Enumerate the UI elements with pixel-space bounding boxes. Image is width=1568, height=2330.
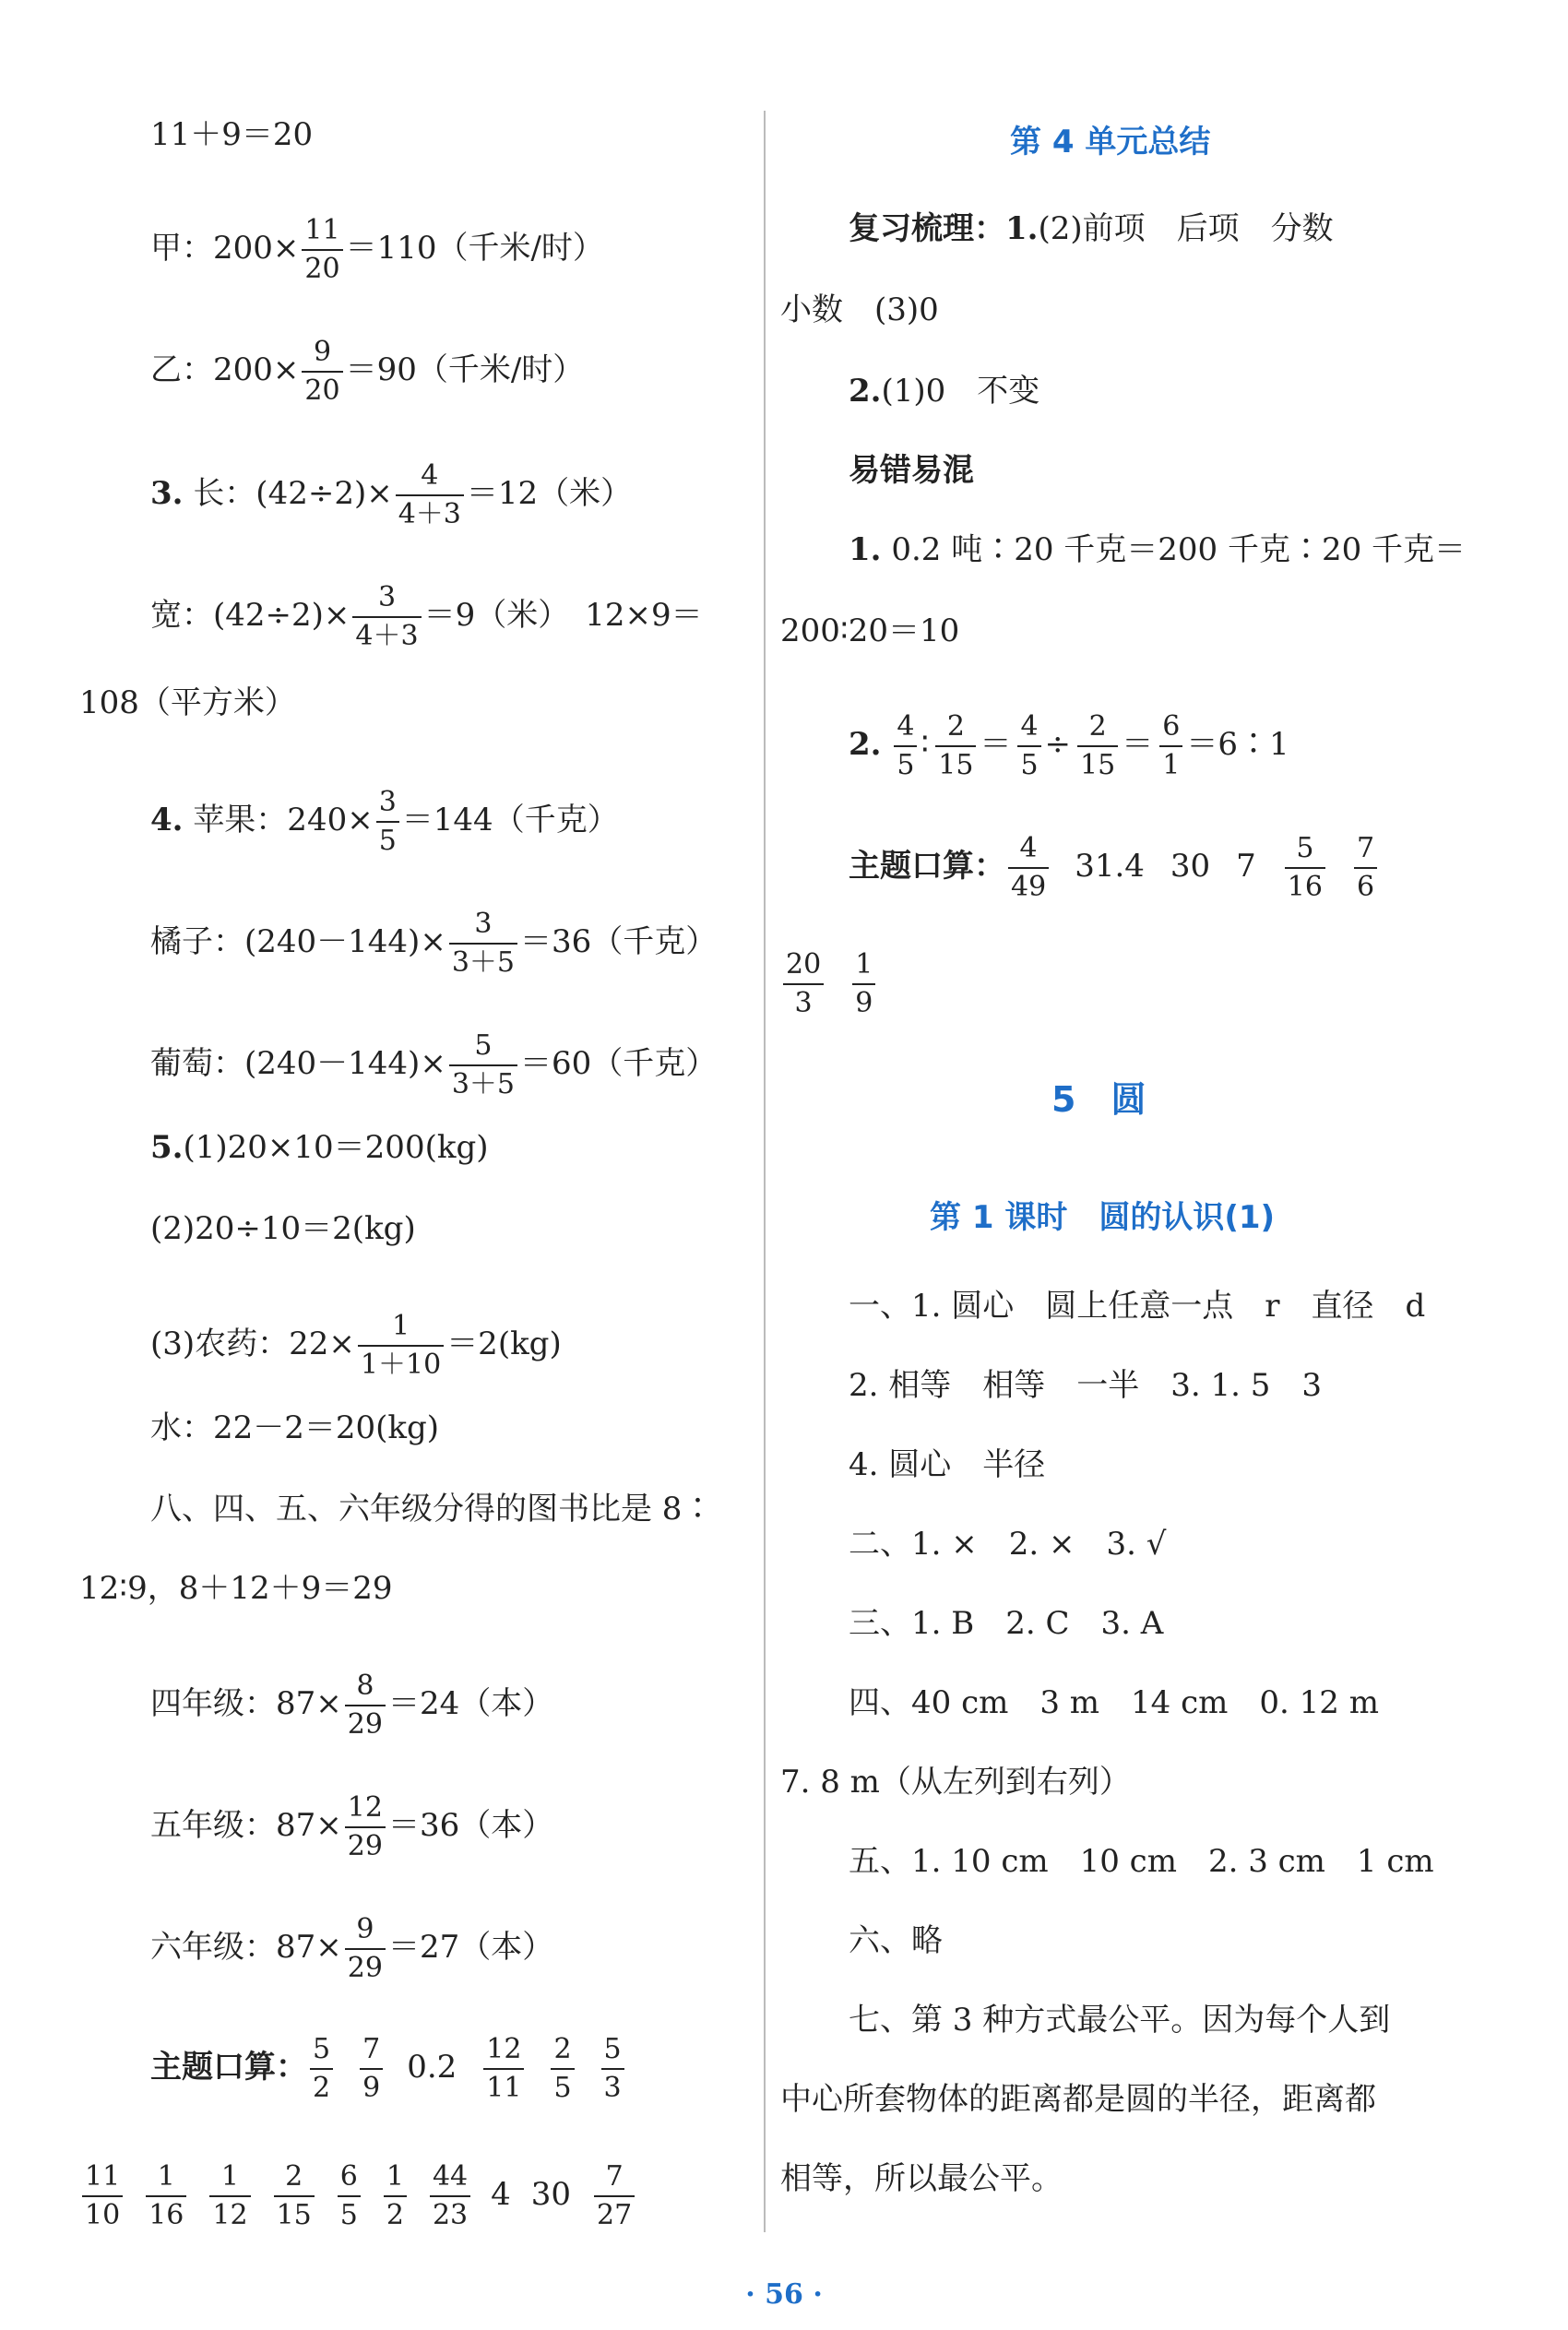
left-line-16: 四年级：87× $\frac{8}{29}$ ＝24（本）: [150, 1668, 553, 1743]
fraction: $\frac{4}{4+3}$: [396, 458, 464, 533]
fraction: $\frac{7}{6}$: [1354, 830, 1377, 906]
mental-math-items: [79, 2160, 655, 2231]
left-line-13: 水：22－2＝20(kg): [150, 1409, 440, 1446]
right-line-21: 相等，所以最公平。: [780, 2160, 1063, 2197]
fraction: $\frac{20}{3}$: [783, 946, 824, 1022]
right-line-13: 二、1. × 2. × 3. √: [849, 1526, 1167, 1563]
left-line-3: 乙：200× $\frac{9}{20}$ ＝90（千米/时）: [150, 334, 584, 410]
left-line-17: 五年级：87× $\frac{12}{29}$ ＝36（本）: [150, 1789, 553, 1865]
fraction: $\frac{5}{3}$: [601, 2031, 624, 2107]
fraction: $\frac{5}{16}$: [1285, 830, 1325, 906]
right-line-2: 小数 (3)0: [780, 291, 939, 328]
value-text: 30: [1170, 848, 1211, 885]
right-line-3: 2.(1)0 不变: [849, 373, 1040, 410]
fraction: $\frac{1}{12}$: [209, 2158, 250, 2234]
left-line-18: 六年级：87× $\frac{9}{29}$ ＝27（本）: [150, 1911, 553, 1987]
left-line-9: 葡萄：(240－144)× $\frac{5}{3+5}$ ＝60（千克）: [150, 1028, 717, 1103]
fraction: $\frac{5}{3+5}$: [449, 1028, 517, 1103]
right-line-14: 三、1. B 2. C 3. A: [849, 1605, 1164, 1642]
fraction: $\frac{8}{29}$: [345, 1668, 386, 1743]
value-text: ∶: [921, 726, 930, 763]
fraction: $\frac{12}{11}$: [483, 2031, 524, 2107]
value-text: 0.2: [407, 2049, 457, 2086]
right-line-19: 七、第 3 种方式最公平。因为每个人到: [849, 2002, 1391, 2039]
fraction: $\frac{7}{27}$: [594, 2158, 635, 2234]
left-line-20: [79, 2158, 655, 2234]
fraction: $\frac{2}{15}$: [274, 2158, 315, 2234]
value-text: ÷: [1044, 726, 1072, 763]
fraction: $\frac{44}{23}$: [430, 2158, 470, 2234]
right-line-5: 1. 0.2 吨∶20 千克＝200 千克∶20 千克＝: [849, 531, 1467, 568]
chapter-heading: 5 圆: [1051, 1079, 1146, 1120]
left-line-7: 4. 苹果：240× $\frac{3}{5}$ ＝144（千克）: [150, 784, 619, 860]
left-line-11: (2)20÷10＝2(kg): [150, 1210, 416, 1247]
fraction: $\frac{3}{4+3}$: [352, 579, 421, 655]
value-text: 4: [491, 2176, 511, 2213]
right-line-18: 六、略: [849, 1922, 943, 1959]
fraction: $\frac{2}{15}$: [935, 708, 976, 784]
right-subheading: 易错易混: [849, 452, 974, 489]
right-line-17: 五、1. 10 cm 10 cm 2. 3 cm 1 cm: [849, 1843, 1434, 1880]
right-line-16: 7. 8 m（从左列到右列）: [780, 1764, 1131, 1801]
page-number: · 56 ·: [745, 2278, 823, 2311]
left-line-12: (3)农药：22× $\frac{1}{1+10}$ ＝2(kg): [150, 1308, 562, 1384]
fraction: $\frac{11}{20}$: [302, 212, 342, 288]
right-line-11: 2. 相等 相等 一半 3. 1. 5 3: [849, 1367, 1323, 1404]
fraction: $\frac{6}{1}$: [1159, 708, 1182, 784]
left-line-10: 5.(1)20×10＝200(kg): [150, 1129, 489, 1166]
left-line-15: 12∶9，8＋12＋9＝29: [79, 1570, 393, 1607]
right-line-8: 主题口算： $\frac{4}{49}$ 31.4 30 7 $\frac{5}{16}$ $\frac{7}{6}$: [849, 830, 1403, 906]
value-text: ＝6∶1: [1186, 726, 1289, 763]
left-line-4: 3. 长：(42÷2)× $\frac{4}{4+3}$ ＝12（米）: [150, 458, 632, 533]
fraction: $\frac{4}{5}$: [894, 708, 917, 784]
right-line-12: 4. 圆心 半径: [849, 1446, 1046, 1483]
fraction: $\frac{1}{2}$: [384, 2158, 407, 2234]
fraction: $\frac{9}{20}$: [302, 334, 342, 410]
mental-math-items: [780, 948, 901, 1019]
value-text: 7: [1236, 848, 1256, 885]
left-line-19: 主题口算： $\frac{5}{2}$ $\frac{7}{9}$ 0.2 $\frac{12}{11}$ $\frac{2}{5}$ $\frac{5}{3}$: [150, 2031, 648, 2107]
section-heading: 第 4 单元总结: [1010, 124, 1211, 160]
right-line-20: 中心所套物体的距离都是圆的半径，距离都: [780, 2081, 1376, 2118]
fraction: $\frac{1}{1+10}$: [358, 1308, 444, 1384]
right-line-15: 四、40 cm 3 m 14 cm 0. 12 m: [849, 1684, 1379, 1721]
value-text: 31.4: [1075, 848, 1145, 885]
fraction: $\frac{4}{5}$: [1017, 708, 1040, 784]
fraction: $\frac{2}{15}$: [1077, 708, 1118, 784]
column-divider: [764, 111, 766, 2232]
right-line-6: 200∶20＝10: [780, 612, 960, 649]
fraction: $\frac{12}{29}$: [345, 1789, 386, 1865]
left-line-5: 宽：(42÷2)× $\frac{3}{4+3}$ ＝9（米） 12×9＝: [150, 579, 703, 655]
fraction: $\frac{6}{5}$: [338, 2158, 361, 2234]
left-line-2: 甲：200× $\frac{11}{20}$ ＝110（千米/时）: [150, 212, 604, 288]
value-text: 30: [530, 2176, 572, 2213]
fraction: $\frac{7}{9}$: [360, 2031, 383, 2107]
value-text: ＝: [1122, 726, 1154, 763]
value-text: ＝: [980, 726, 1012, 763]
fraction: $\frac{2}{5}$: [551, 2031, 574, 2107]
fraction: $\frac{1}{9}$: [852, 946, 875, 1022]
fraction: $\frac{5}{2}$: [310, 2031, 333, 2107]
left-line-14: 八、四、五、六年级分得的图书比是 8∶: [150, 1491, 714, 1528]
fraction: $\frac{11}{10}$: [82, 2158, 123, 2234]
lesson-heading: 第 1 课时 圆的认识(1): [930, 1199, 1276, 1236]
right-line-10: 一、1. 圆心 圆上任意一点 r 直径 d: [849, 1288, 1426, 1325]
fraction: $\frac{9}{29}$: [345, 1911, 386, 1987]
right-line-7: 2. $\frac{4}{5}$ ∶ $\frac{2}{15}$ ＝ $\frac{4}{5}$ ÷ $\frac{2}{15}$ ＝ $\frac{6}{1}$ ＝6∶1: [849, 708, 1293, 784]
fraction: $\frac{1}{16}$: [146, 2158, 186, 2234]
left-line-6: 108（平方米）: [79, 684, 296, 721]
fraction: $\frac{4}{49}$: [1008, 830, 1049, 906]
left-line-8: 橘子：(240－144)× $\frac{3}{3+5}$ ＝36（千克）: [150, 906, 717, 981]
right-line-9: [780, 946, 901, 1022]
fraction: $\frac{3}{3+5}$: [449, 906, 517, 981]
right-line-1: 复习梳理：1.(2)前项 后项 分数: [849, 210, 1334, 247]
left-line-1: 11＋9＝20: [150, 116, 314, 153]
fraction: $\frac{3}{5}$: [376, 784, 399, 860]
